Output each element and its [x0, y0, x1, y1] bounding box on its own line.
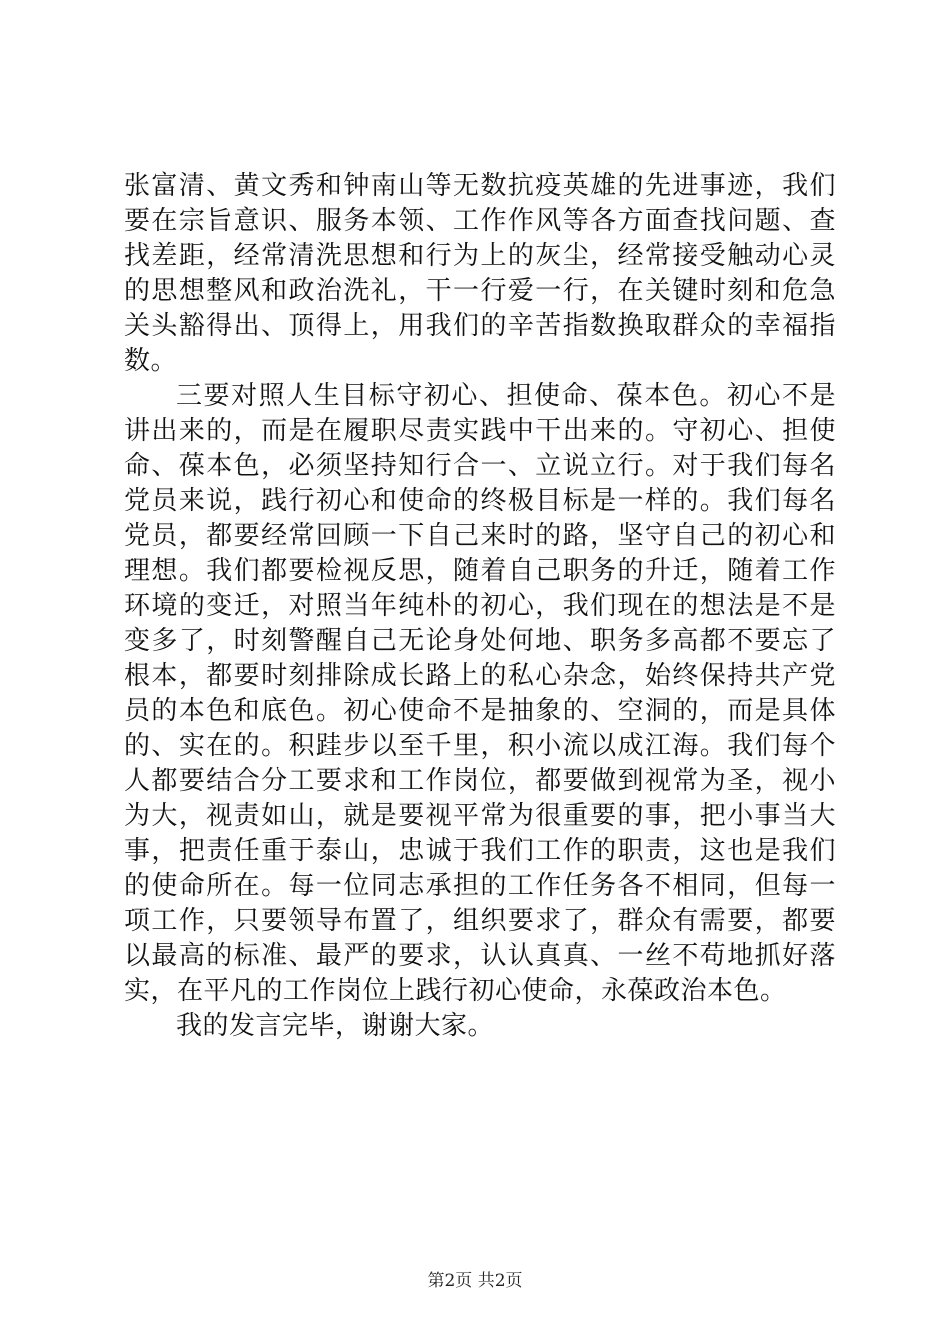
page-footer: 第2页 共2页: [427, 1271, 523, 1291]
paragraph-closing: 我的发言完毕，谢谢大家。: [176, 1011, 495, 1041]
document-body: [124, 169, 836, 1044]
paragraph-third-requirement: 三要对照人生目标守初心、担使命、葆本色。初心不是讲出来的，而是在履职尽责实践中干出来的。守初心、担使命、葆本色，必须坚持知行合一、立说立行。对于我们每名党员来说，践行初心和使命的终极目标是一样的。我们每名党员，都要经常回顾一下自己来时的路，坚守自己的初心和理想。我们都要检视反思，随着自己职务的升迁，随着工作环境的变迁，对照当年纯朴的初心，我们现在的想法是不是变多了，时刻警醒自己无论身处何地、职务多高都不要忘了根本，都要时刻排除成长路上的私心杂念，始终保持共产党员的本色和底色。初心使命不是抽象的、空洞的，而是具体的、实在的。积跬步以至千里，积小流以成江海。我们每个人都要结合分工要求和工作岗位，都要做到视常为圣，视小为大，视责如山，就是要视平常为很重要的事，把小事当大事，把责任重于泰山，忠诚于我们工作的职责，这也是我们的使命所在。每一位同志承担的工作任务各不相同，但每一项工作，只要领导布置了，组织要求了，群众有需要，都要以最高的标准、最严的要求，认认真真、一丝不苟地抓好落实，在平凡的工作岗位上践行初心使命，永葆政治本色。: [124, 381, 836, 1006]
paragraph-continuation: 张富清、黄文秀和钟南山等无数抗疫英雄的先进事迹，我们要在宗旨意识、服务本领、工作作风等各方面查找问题、查找差距，经常清洗思想和行为上的灰尘，经常接受触动心灵的思想整风和政治洗礼，干一行爱一行，在关键时刻和危急关头豁得出、顶得上，用我们的辛苦指数换取群众的幸福指数。: [124, 171, 836, 376]
